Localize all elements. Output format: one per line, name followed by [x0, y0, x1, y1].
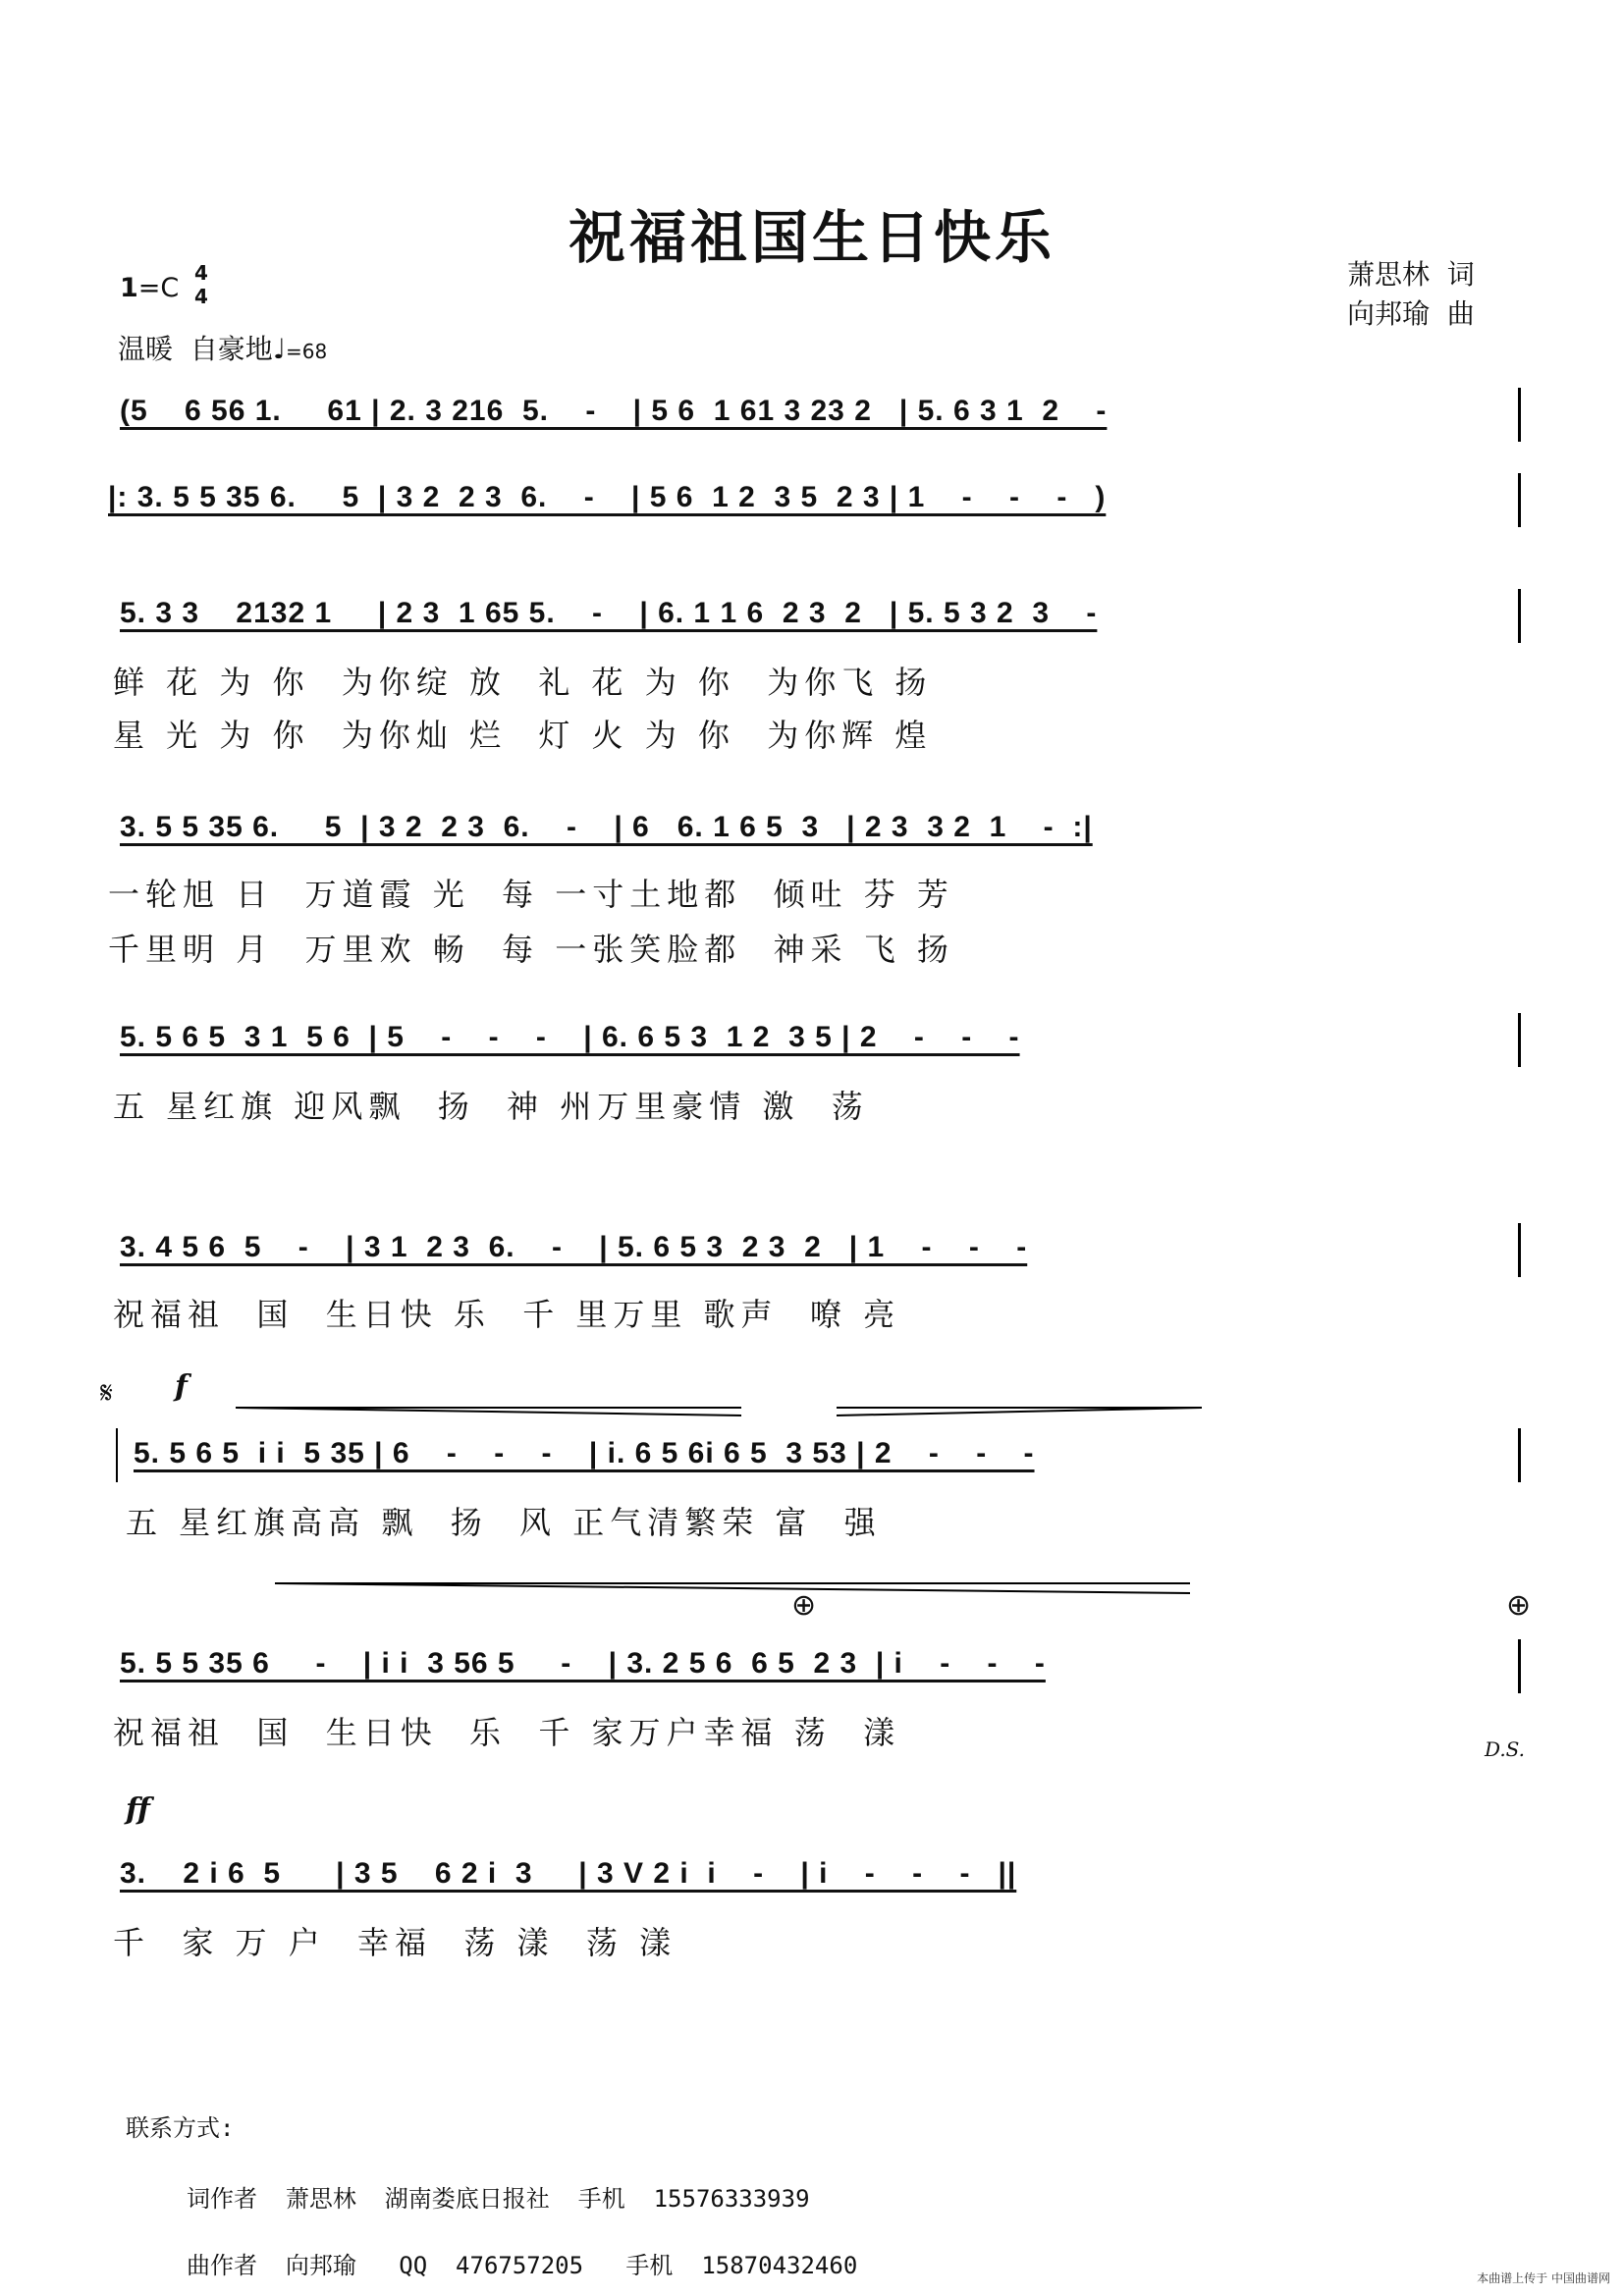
composer-credit: 向邦瑜 曲 — [1347, 297, 1475, 330]
barline — [1518, 1428, 1521, 1482]
decrescendo-hairpin — [827, 1384, 1192, 1398]
system-1-notes: (5 6 56 1. 61 | 2. 3 216 5. - | 5 6 1 61 3 23 2 | 5. 6 3 1 2 - — [120, 395, 1108, 427]
forte-marking: f — [175, 1369, 188, 1404]
footer-watermark: 本曲谱上传于 中国曲谱网 — [1477, 2271, 1610, 2285]
system-3-lyric-1: 鲜 花 为 你 为你绽 放 礼 花 为 你 为你飞 扬 — [113, 664, 933, 701]
contact-composer: 曲作者 向邦瑜 QQ 476757205 手机 15870432460 — [187, 2252, 858, 2279]
system-4-lyric-1: 一轮旭 日 万道霞 光 每 一寸土地都 倾吐 芬 芳 — [108, 876, 954, 913]
dal-segno-marking: D.S. — [1485, 1737, 1526, 1761]
barline — [1518, 589, 1521, 643]
segno-icon: 𝄋 — [100, 1376, 113, 1411]
system-5-notes: 5. 5 6 5 3 1 5 6 | 5 - - - | 6. 6 5 3 1 2 3 5 | 2 - - - — [120, 1021, 1020, 1053]
hairpin-svg — [236, 1404, 741, 1417]
time-signature — [194, 261, 208, 308]
system-8-notes: 5. 5 5 35 6 - | i i 3 56 5 - | 3. 2 5 6 6 5 2 3 | i - - - — [120, 1647, 1046, 1680]
barline — [1518, 1223, 1521, 1277]
system-6-lyric: 祝福祖 国 生日快 乐 千 里万里 歌声 嘹 亮 — [113, 1296, 901, 1333]
lyricist-credit: 萧思林 词 — [1347, 258, 1475, 291]
barline — [1518, 388, 1521, 442]
tempo-text: 温暖 自豪地 — [118, 333, 273, 365]
time-sig-top: 4 — [194, 261, 208, 285]
key-signature — [120, 273, 179, 303]
system-9-lyric: 千 家 万 户 幸福 荡 漾 荡 漾 — [113, 1924, 677, 1961]
system-7-lyric: 五 星红旗高高 飘 扬 风 正气清繁荣 富 强 — [126, 1504, 882, 1541]
system-4-lyric-2: 千里明 月 万里欢 畅 每 一张笑脸都 神采 飞 扬 — [108, 931, 954, 968]
system-2-notes: |: 3. 5 5 35 6. 5 | 3 2 2 3 6. - | 5 6 1 2 3 5 2 3 | 1 - - - ) — [108, 481, 1107, 513]
system-5-lyric: 五 星红旗 迎风飘 扬 神 州万里豪情 激 荡 — [113, 1088, 869, 1125]
barline — [116, 1428, 118, 1482]
page-title: 祝福祖国生日快乐 — [568, 204, 1056, 271]
barline — [1518, 1013, 1521, 1067]
coda-icon: ⊕ — [1506, 1588, 1532, 1623]
tempo-marking — [118, 328, 327, 367]
key-name: =C — [137, 273, 180, 303]
hairpin-svg — [837, 1404, 1202, 1417]
system-9-notes: 3. 2 i 6 5 | 3 5 6 2 i 3 | 3 V 2 i i - | i - - - || — [120, 1857, 1017, 1890]
crescendo-hairpin — [226, 1384, 731, 1398]
contact-heading: 联系方式: — [126, 2114, 235, 2142]
coda-icon: ⊕ — [791, 1588, 817, 1623]
system-7-notes: 5. 5 6 5 i i 5 35 | 6 - - - | i. 6 5 6i 6 5 3 53 | 2 - - - — [134, 1437, 1035, 1469]
system-3-notes: 5. 3 3 2132 1 | 2 3 1 65 5. - | 6. 1 1 6 2 3 2 | 5. 5 3 2 3 - — [120, 597, 1098, 629]
system-4-notes: 3. 5 5 35 6. 5 | 3 2 2 3 6. - | 6 6. 1 6 5 3 | 2 3 3 2 1 - :| — [120, 811, 1093, 843]
barline — [1518, 1639, 1521, 1693]
contact-lyricist: 词作者 萧思林 湖南娄底日报社 手机 15576333939 — [187, 2185, 810, 2213]
system-8-lyric: 祝福祖 国 生日快 乐 千 家万户幸福 荡 漾 — [113, 1714, 901, 1751]
key-prefix: 1 — [120, 273, 138, 303]
metronome-note-icon: ♩ — [272, 333, 287, 365]
system-3-lyric-2: 星 光 为 你 为你灿 烂 灯 火 为 你 为你辉 煌 — [113, 717, 933, 754]
fortissimo-marking: ff — [126, 1792, 150, 1827]
dynamic-line-svg — [275, 1579, 1190, 1595]
system-6-notes: 3. 4 5 6 5 - | 3 1 2 3 6. - | 5. 6 5 3 2 3 2 | 1 - - - — [120, 1231, 1028, 1263]
tempo-bpm: =68 — [286, 340, 328, 363]
barline — [1518, 473, 1521, 527]
dynamic-line — [265, 1561, 1180, 1576]
time-sig-bottom: 4 — [194, 285, 208, 308]
